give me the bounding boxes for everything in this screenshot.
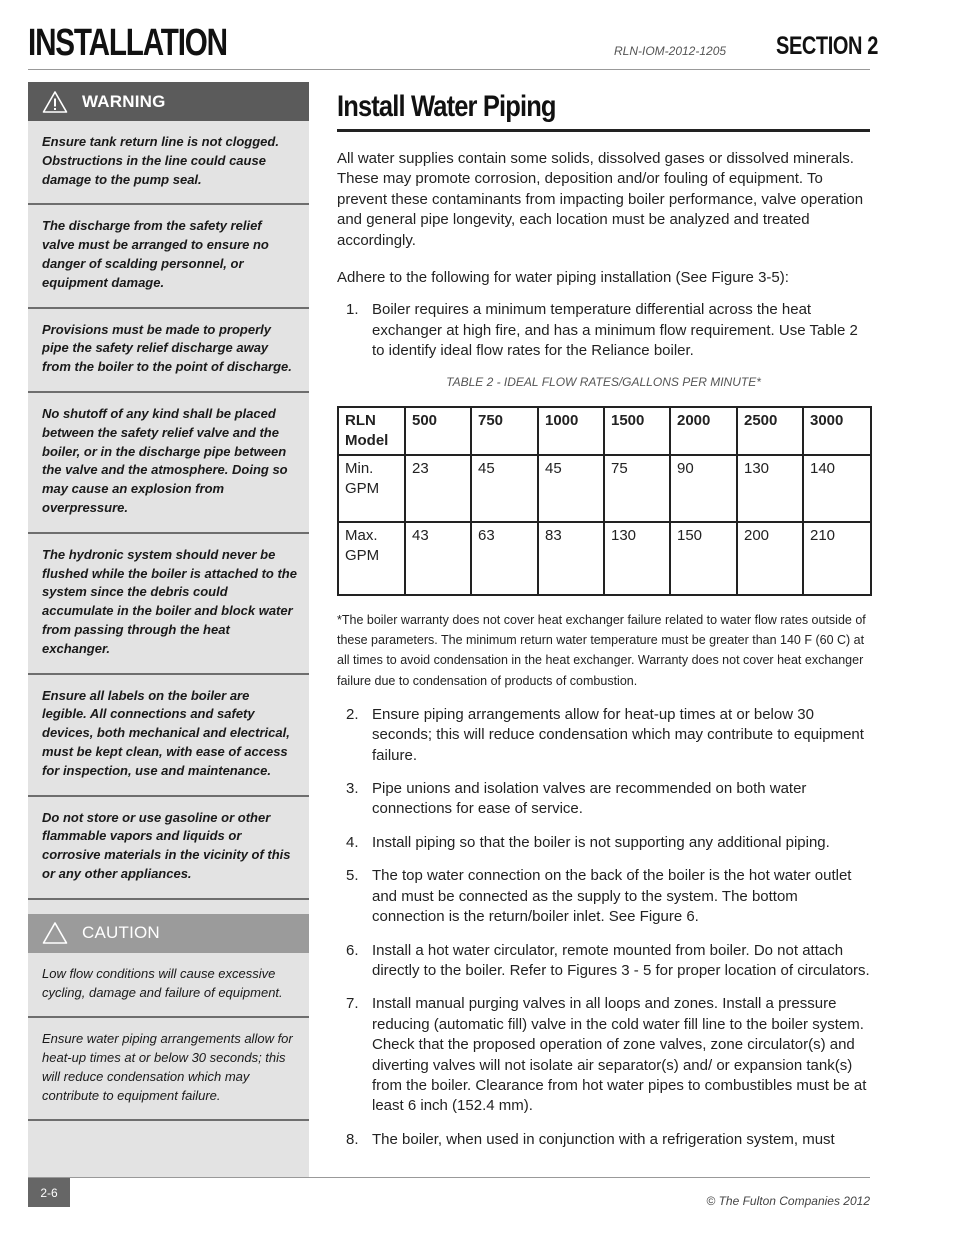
table-row bbox=[338, 455, 871, 522]
warning-header bbox=[28, 82, 309, 121]
step-number: 7. bbox=[346, 995, 359, 1013]
step-text: The boiler, when used in conjunction with a refrigeration system, must bbox=[372, 1130, 835, 1148]
step-text: Pipe unions and isolation valves are recommended on both water connections for ease of service. bbox=[372, 780, 807, 818]
step-number: 2. bbox=[346, 705, 359, 723]
table-header-cell: RLN Model bbox=[338, 407, 405, 455]
list-item bbox=[337, 300, 870, 361]
table-header-cell: 3000 bbox=[803, 407, 871, 455]
flow-rate-table bbox=[337, 406, 872, 596]
table-cell: 130 bbox=[604, 522, 670, 595]
table-cell: 210 bbox=[803, 522, 871, 595]
table-header-cell: 1500 bbox=[604, 407, 670, 455]
page-title: INSTALLATION bbox=[28, 22, 227, 64]
warning-item: No shutoff of any kind shall be placed between the safety relief valve and the boiler, or in the discharge pipe between the valve and the atmosphere. Doing so may cause an explosion from overpressure. bbox=[28, 393, 309, 534]
table-caption: TABLE 2 - IDEAL FLOW RATES/GALLONS PER MINUTE* bbox=[446, 374, 761, 389]
warning-item: Do not store or use gasoline or other flammable vapors and liquids or corrosive materials in the vicinity of this or any other appliances. bbox=[28, 797, 309, 900]
warning-triangle-icon bbox=[42, 90, 68, 114]
warning-item: Provisions must be made to properly pipe the safety relief discharge away from the boiler to the point of discharge. bbox=[28, 309, 309, 393]
list-item bbox=[337, 779, 870, 820]
table-header-cell: 2500 bbox=[737, 407, 803, 455]
table-cell: Max. GPM bbox=[338, 522, 405, 595]
list-item bbox=[337, 941, 870, 982]
warning-item: The hydronic system should never be flushed while the boiler is attached to the system since the debris could accumulate in the boiler and block water from passing through the heat exchanger. bbox=[28, 534, 309, 675]
list-item bbox=[337, 866, 870, 927]
step-text: Ensure piping arrangements allow for heat-up times at or below 30 seconds; this will reduce condensation which may contribute to equipment failure. bbox=[372, 705, 864, 764]
step-number: 8. bbox=[346, 1130, 359, 1148]
caution-triangle-icon bbox=[42, 921, 68, 945]
step-number: 4. bbox=[346, 833, 359, 851]
list-item bbox=[337, 833, 870, 853]
caution-label: CAUTION bbox=[82, 923, 160, 943]
step-number: 3. bbox=[346, 780, 359, 798]
page-number: 2-6 bbox=[28, 1178, 70, 1207]
table-cell: 130 bbox=[737, 455, 803, 522]
step-text: Install manual purging valves in all loops and zones. Install a pressure reducing (automatic fill) valve in the cold water fill line to the boiler system. Check that the proposed operation of zone valves, zone circulator(s) and diverting valves will not isolate air separator(s) and/ or expansion tank(s) from the boiler. Clearance from hot water pipes to combustibles must be at least 6 inch (152.4 mm). bbox=[372, 995, 867, 1115]
table-row bbox=[338, 522, 871, 595]
copyright: © The Fulton Companies 2012 bbox=[706, 1194, 870, 1208]
intro-paragraph: All water supplies contain some solids, dissolved gases or dissolved minerals. These may promote corrosion, deposition and/or fouling of equipment. To prevent these contaminants from impacting boiler performance, valve operation and general pipe longevity, each location must be analyzed and treated accordingly. bbox=[337, 150, 864, 249]
list-item bbox=[337, 994, 870, 1116]
table-cell: 43 bbox=[405, 522, 471, 595]
warning-item: The discharge from the safety relief valve must be arranged to ensure no danger of scalding personnel, or equipment damage. bbox=[28, 205, 309, 308]
list-item bbox=[337, 1130, 870, 1150]
table-cell: 90 bbox=[670, 455, 737, 522]
step-number: 6. bbox=[346, 941, 359, 959]
caution-header bbox=[28, 914, 309, 953]
table-header-cell: 500 bbox=[405, 407, 471, 455]
table-cell: 75 bbox=[604, 455, 670, 522]
table-header-cell: 2000 bbox=[670, 407, 737, 455]
table-cell: 83 bbox=[538, 522, 604, 595]
table-cell: 45 bbox=[471, 455, 538, 522]
warning-label: WARNING bbox=[82, 91, 166, 111]
steps-list bbox=[337, 300, 870, 361]
table-cell: 63 bbox=[471, 522, 538, 595]
table-header-row bbox=[338, 407, 871, 455]
warning-item: Ensure all labels on the boiler are legible. All connections and safety devices, both mechanical and electrical, must be kept clean, with ease of access for inspection, use and maintenance. bbox=[28, 675, 309, 797]
section-heading: Install Water Piping bbox=[337, 90, 556, 123]
table-cell: 140 bbox=[803, 455, 871, 522]
warning-item: Ensure tank return line is not clogged. Obstructions in the line could cause damage to the pump seal. bbox=[28, 121, 309, 205]
step-text: Install piping so that the boiler is not supporting any additional piping. bbox=[372, 833, 830, 851]
list-item bbox=[337, 705, 870, 766]
step-text: Boiler requires a minimum temperature differential across the heat exchanger at high fire, and has a minimum flow requirement. Use Table 2 to identify ideal flow rates for the Reliance boiler. bbox=[372, 301, 858, 360]
sidebar-gap bbox=[28, 900, 309, 914]
section-label: SECTION 2 bbox=[776, 32, 878, 60]
steps-list bbox=[337, 705, 870, 1150]
document-id: RLN-IOM-2012-1205 bbox=[614, 44, 727, 58]
step-text: Install a hot water circulator, remote mounted from boiler. Do not attach directly to the boiler. Refer to Figures 3 - 5 for proper location of circulators. bbox=[372, 941, 870, 979]
table-cell: 200 bbox=[737, 522, 803, 595]
table-header-cell: 1000 bbox=[538, 407, 604, 455]
header-divider bbox=[28, 69, 870, 70]
step-number: 5. bbox=[346, 867, 359, 885]
step-text: The top water connection on the back of the boiler is the hot water outlet and must be connected as the supply to the system. The bottom connection is the return/boiler inlet. See Figure 6. bbox=[372, 867, 852, 926]
table-cell: 45 bbox=[538, 455, 604, 522]
caution-item: Low flow conditions will cause excessive cycling, damage and failure of equipment. bbox=[28, 953, 309, 1019]
sidebar bbox=[28, 82, 309, 1177]
adhere-paragraph: Adhere to the following for water piping installation (See Figure 3-5): bbox=[337, 269, 789, 287]
step-number: 1. bbox=[346, 301, 359, 319]
caution-item: Ensure water piping arrangements allow for heat-up times at or below 30 seconds; this will reduce condensation which may contribute to equipment failure. bbox=[28, 1018, 309, 1121]
table-cell: 150 bbox=[670, 522, 737, 595]
table-footnote: *The boiler warranty does not cover heat exchanger failure related to water flow rates outside of these parameters. The minimum return water temperature must be greater than 140 F (60 C) at all times to avoid condensation in the heat exchanger. Warranty does not cover heat exchanger failure due to condensation of products of combustion. bbox=[337, 612, 866, 688]
table-cell: Min. GPM bbox=[338, 455, 405, 522]
table-cell: 23 bbox=[405, 455, 471, 522]
main-content bbox=[337, 90, 870, 1163]
footer-divider bbox=[28, 1177, 870, 1178]
heading-underline bbox=[337, 129, 870, 132]
table-header-cell: 750 bbox=[471, 407, 538, 455]
